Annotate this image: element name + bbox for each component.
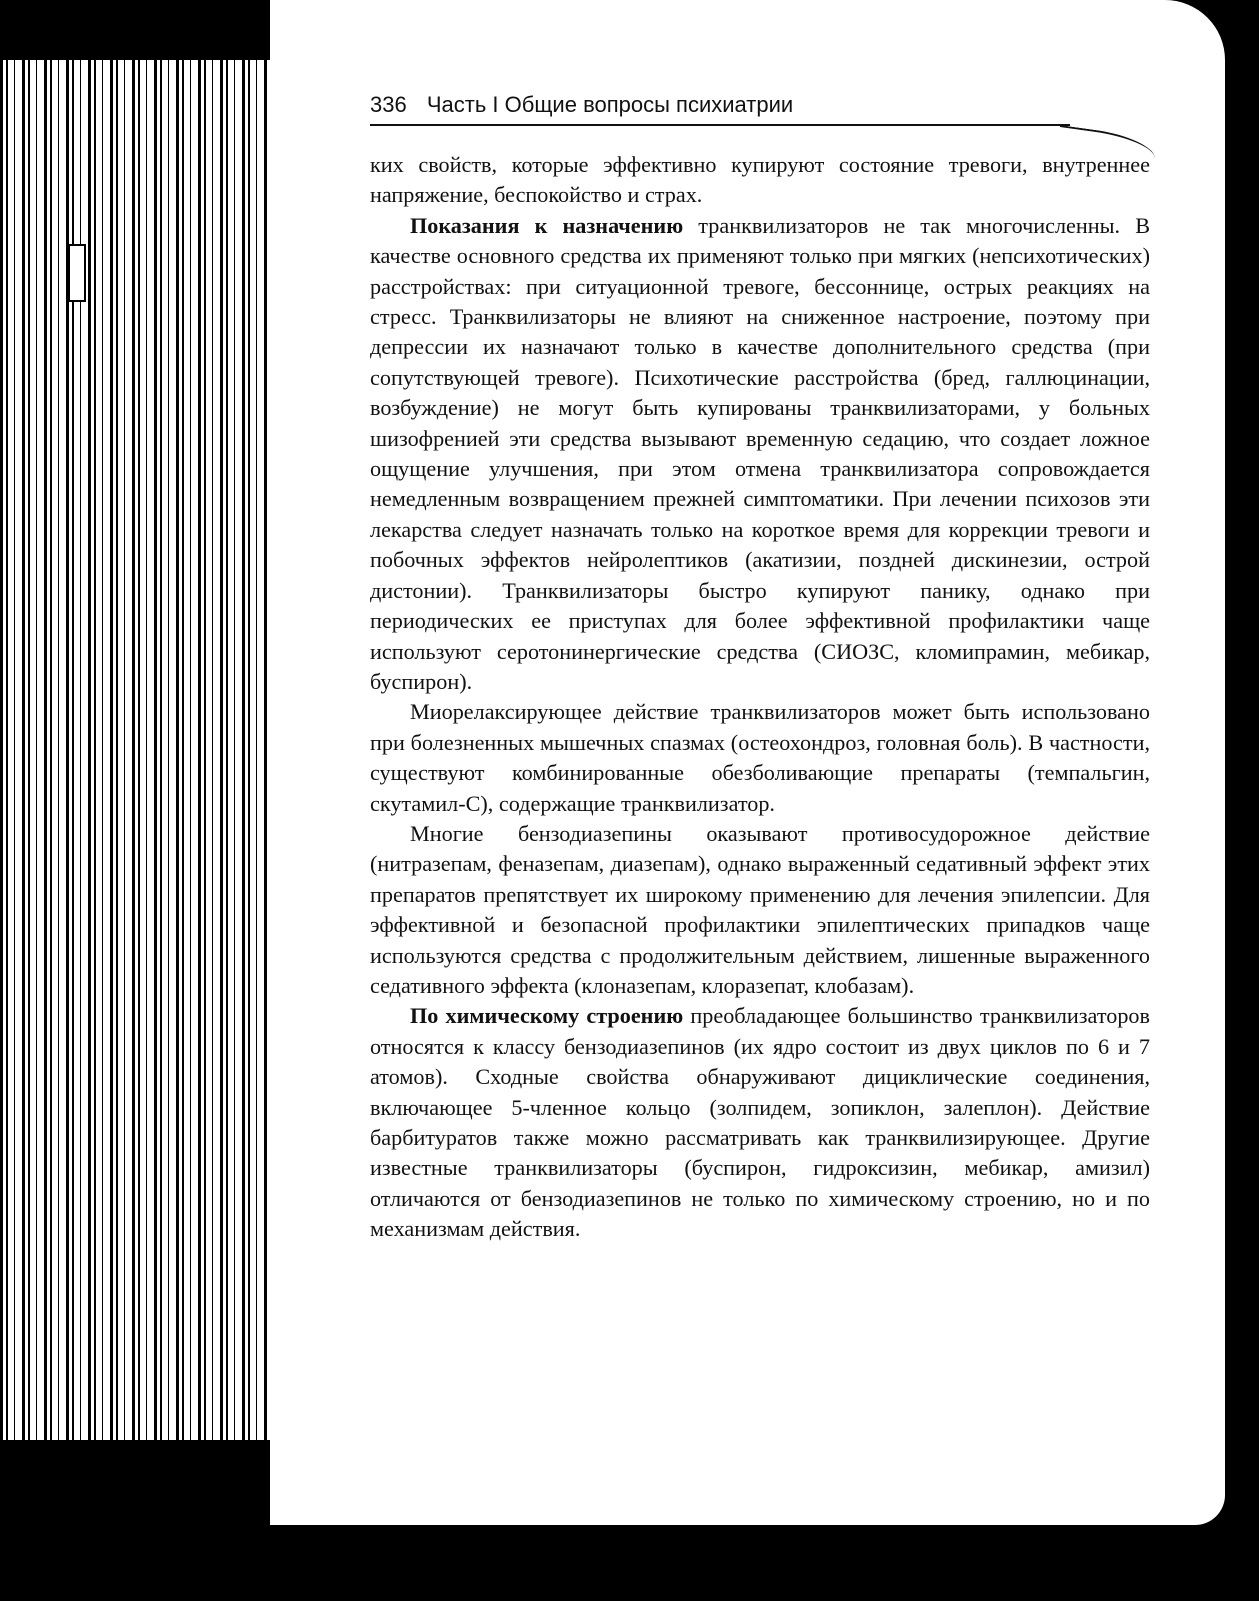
paragraph-3 bbox=[370, 697, 1150, 819]
paragraph-1 bbox=[370, 150, 1150, 211]
paragraph-2 bbox=[370, 211, 1150, 698]
paragraph-1-text: ких свойств, которые эффективно купируют состояние тревоги, внутреннее напряжение, беспокойство и страх. bbox=[370, 152, 1150, 208]
paragraph-5-text: преобладающее большинство транквилизаторов относятся к классу бензодиазепинов (их ядро состоит из двух циклов по 6 и 7 атомов). Сходные свойства обнаруживают дициклические соединения, включающее 5-членное кольцо (золпидем, зопиклон, залеплон). Действие барбитуратов также можно рассматривать как транквилизирующее. Другие известные транквилизаторы (буспирон, гидроксизин, мебикар, амизил) отличаются от бензодиазепинов не только по химическому строению, но и по механизмам действия. bbox=[370, 1003, 1150, 1242]
paragraph-4 bbox=[370, 819, 1150, 1001]
page-edge-tab bbox=[68, 244, 86, 302]
paragraph-2-text: транквилизаторов не так многочисленны. В качестве основного средства их применяют только при мягких (непсихотических) расстройствах: при ситуационной тревоге, бессоннице, острых реакциях на стресс. Транквилизаторы не влияют на сниженное настроение, поэтому при депрессии их назначают только в качестве дополнительного средства (при сопутствующей тревоге). Психотические расстройства (бред, галлюцинации, возбуждение) не могут быть купированы транквилизаторами, у больных шизофренией эти средства вызывают временную седацию, что создает ложное ощущение улучшения, при этом отмена транквилизатора сопровождается немедленным возвращением прежней симптоматики. При лечении психозов эти лекарства следует назначать только на короткое время для коррекции тревоги и побочных эффектов нейролептиков (акатизии, поздней дискинезии, острой дистонии). Транквилизаторы быстро купируют панику, однако при периодических ее приступах для более эффективной профилактики чаще используют серотонинергические средства (СИОЗС, кломипрамин, мебикар, буспирон). bbox=[370, 212, 1151, 694]
scan-shadow-right bbox=[1225, 0, 1259, 1601]
body-text bbox=[370, 150, 1150, 1245]
header-rule bbox=[370, 124, 1070, 126]
book-page bbox=[270, 0, 1225, 1525]
running-head bbox=[370, 92, 1160, 118]
book-page-edges bbox=[0, 0, 280, 1530]
paragraph-3-text: Миорелаксирующее действие транквилизаторов может быть использовано при болезненных мышечных спазмах (остеохондроз, головная боль). В частности, существуют комбинированные обезболивающие препараты (темпальгин, скутамил-С), содержащие транквилизатор. bbox=[370, 699, 1150, 816]
scan-shadow-top bbox=[0, 0, 280, 60]
paragraph-4-text: Многие бензодиазепины оказывают противосудорожное действие (нитразепам, феназепам, диазепам), однако выраженный седативный эффект этих препаратов препятствует их широкому применению для лечения эпилепсии. Для эффективной и безопасной профилактики эпилептических припадков чаще используются средства с продолжительным действием, лишенные выраженного седативного эффекта (клоназепам, клоразепат, клобазам). bbox=[370, 820, 1150, 998]
paragraph-5 bbox=[370, 1001, 1150, 1244]
paragraph-5-lead: По химическому строению bbox=[410, 1003, 684, 1029]
scan-shadow-bottom bbox=[0, 1440, 290, 1601]
page-number: 336 bbox=[370, 92, 407, 117]
paragraph-2-lead: Показания к назначению bbox=[410, 212, 684, 238]
section-title: Часть I Общие вопросы психиатрии bbox=[426, 92, 794, 117]
